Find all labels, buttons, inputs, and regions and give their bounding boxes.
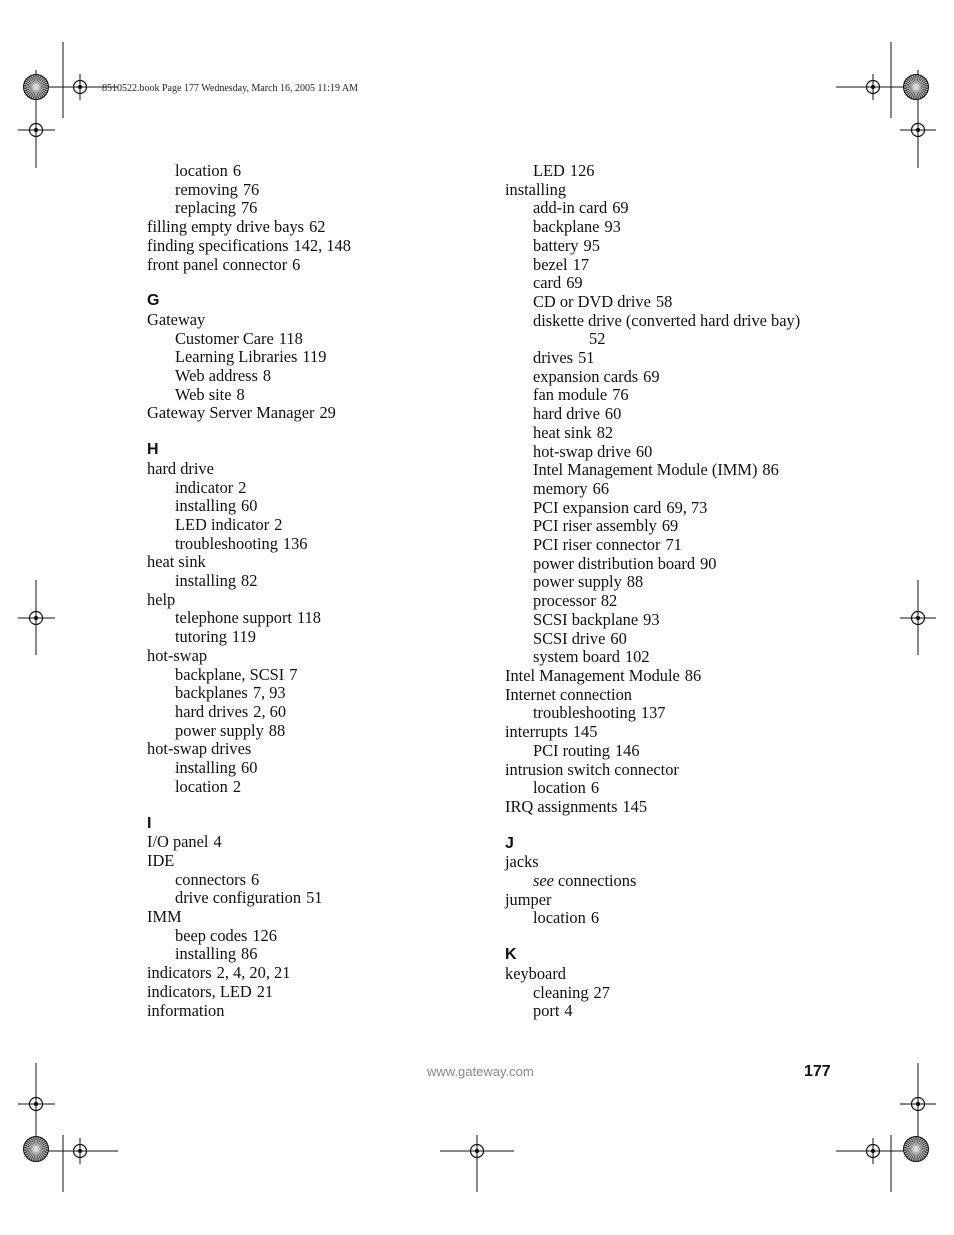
entry-term: connectors [175,869,246,889]
entry-term: power supply [533,572,622,592]
index-subentry [505,592,865,611]
page-reference: 60 [604,404,622,424]
page-reference: 51 [306,888,323,908]
entry-term: hot-swap [147,645,208,665]
page-reference: 69 [566,273,583,293]
entry-term: LED indicator [175,514,270,534]
book-slug: 8510522.book Page 177 Wednesday, March 16, 2005 11:19 AM [102,83,359,94]
index-subentry [505,611,865,630]
page-reference: 137 [640,703,666,723]
index-entry [147,553,507,572]
entry-term: Internet connection [505,684,632,704]
page-reference: 7 [289,664,298,684]
page-reference: 126 [569,161,595,180]
index-entry [147,852,507,871]
page-reference: 71 [665,535,682,555]
entry-term: system board [533,647,620,667]
index-entry [147,964,507,983]
index-subentry [147,871,507,890]
index-entry [505,667,865,686]
entry-term: CD or DVD drive [533,291,651,311]
entry-term: finding specifications [147,235,289,255]
index-section-letter: K [505,946,517,964]
index-subentry [505,630,865,649]
index-entry [505,181,865,200]
page-reference: 69, 73 [666,497,708,517]
index-subentry [505,742,865,761]
entry-term: hard drive [533,404,600,424]
index-subentry [505,162,865,181]
page-reference: 102 [624,647,650,667]
page-reference: 7, 93 [252,683,286,703]
entry-term: replacing [175,198,236,218]
index-entry [147,256,507,275]
page-reference: 4 [213,832,222,852]
entry-term: installing [175,758,237,778]
page-reference: 118 [296,608,321,628]
entry-term: hot-swap drive [533,441,631,461]
page-reference: 69 [643,366,660,386]
entry-term: PCI expansion card [533,497,662,517]
page-reference: 69 [661,516,679,536]
index-subentry [505,405,865,424]
index-subentry [505,274,865,293]
index-subentry [505,218,865,237]
index-section-letter: G [147,292,160,310]
entry-term: filling empty drive bays [147,217,305,237]
index-subentry [505,779,865,798]
entry-term: IRQ assignments [505,796,618,816]
page-reference: 90 [700,553,717,573]
entry-term: Gateway [147,309,206,329]
index-entry [147,908,507,927]
page-reference: 88 [626,572,644,592]
index-subentry [147,628,507,647]
entry-term: troubleshooting [175,533,278,553]
entry-term: installing [505,179,567,199]
index-subentry [147,497,507,516]
entry-term: telephone support [175,608,292,628]
index-entry [147,460,507,479]
index-subentry [505,536,865,555]
page-reference: 145 [622,796,648,816]
entry-term: keyboard [505,963,566,983]
index-subentry [505,293,865,312]
page-reference: 119 [302,347,327,367]
entry-term: PCI riser connector [533,535,661,555]
entry-term: installing [175,496,237,516]
page-reference: 2 [274,514,283,534]
entry-term: backplane, SCSI [175,664,285,684]
index-subentry [505,424,865,443]
entry-term: add-in card [533,198,608,218]
entry-term: expansion cards [533,366,639,386]
page-reference: 86 [762,460,779,480]
page-reference: 8 [262,366,272,386]
index-subentry [505,704,865,723]
page-reference: 82 [600,591,618,611]
index-subentry [147,348,507,367]
page-reference: 60 [610,628,627,648]
index-entry [505,853,865,872]
entry-term: bezel [533,254,568,274]
index-column-left [147,162,507,1020]
index-subentry [505,573,865,592]
page-reference: 93 [643,609,660,629]
index-entry [505,686,865,705]
entry-term: information [147,1000,225,1020]
page-reference: 8 [236,384,245,404]
entry-term: location [175,776,228,796]
index-subentry [147,162,507,181]
page-reference: 145 [572,722,598,742]
entry-term: heat sink [147,552,206,572]
index-entry [505,891,865,910]
page-reference: 2 [238,477,247,497]
entry-term: card [533,273,562,293]
entry-term: jacks [505,852,539,872]
page-reference: 6 [590,778,600,798]
index-entry [147,833,507,852]
index-subentry [505,872,865,891]
page-reference: 146 [614,740,640,760]
entry-term: hard drive [147,458,214,478]
entry-term: processor [533,591,596,611]
index-subentry [147,927,507,946]
page-reference: 4 [564,1001,573,1021]
index-subentry [147,535,507,554]
entry-term: connections [558,871,637,891]
entry-term: diskette drive (converted hard drive bay) [533,310,801,330]
index-entry [505,798,865,817]
entry-term: memory [533,478,588,498]
index-subentry [147,609,507,628]
page-reference: 118 [278,328,303,348]
index-subentry [147,722,507,741]
entry-term: Intel Management Module [505,665,680,685]
index-subentry [505,312,865,331]
index-subentry [147,181,507,200]
index-entry [147,404,507,423]
entry-term: location [533,908,586,928]
index-subentry [505,480,865,499]
entry-term: Gateway Server Manager [147,403,315,423]
entry-term: indicators, LED [147,981,252,1001]
index-entry [147,237,507,256]
page-reference: 60 [635,441,653,461]
page-reference: 2, 4, 20, 21 [216,963,291,983]
entry-term: backplanes [175,683,248,703]
index-entry [147,218,507,237]
page-reference: 60 [241,496,258,516]
page-reference: 76 [240,198,258,218]
page-reference: 136 [282,533,308,553]
entry-term: cleaning [533,982,589,1002]
entry-term: SCSI drive [533,628,606,648]
index-subentry [505,368,865,387]
entry-term: interrupts [505,722,568,742]
index-entry [147,647,507,666]
page-reference: 76 [242,179,260,199]
page-reference: 6 [251,869,260,889]
entry-term: removing [175,179,238,199]
entry-term: tutoring [175,627,227,647]
page-reference: 21 [256,981,274,1001]
entry-term: backplane [533,217,600,237]
entry-term: location [533,778,586,798]
page-reference: 93 [604,217,621,237]
index-subentry [147,199,507,218]
entry-term: troubleshooting [533,703,636,723]
index-entry [505,723,865,742]
page-reference: 69 [612,198,629,218]
index-subentry [505,199,865,218]
footer-url[interactable]: www.gateway.com [427,1064,534,1079]
index-section-letter: J [505,834,514,852]
page-reference: 76 [612,385,629,405]
entry-term: location [175,161,228,180]
entry-term: power supply [175,720,264,740]
index-subentry [147,759,507,778]
entry-term: installing [175,571,237,591]
index-subentry [505,1002,865,1021]
index-subentry [505,256,865,275]
index-subentry [505,648,865,667]
page-reference: 95 [583,235,600,255]
index-subentry [147,778,507,797]
page-reference: 119 [231,627,256,647]
index-entry [147,1002,507,1021]
page-reference: 58 [655,291,673,311]
index-entry [147,311,507,330]
page-reference: 82 [241,571,258,591]
entry-term: indicators [147,963,212,983]
index-subentry [505,443,865,462]
index-entry [147,983,507,1002]
page-reference: 27 [593,982,610,1002]
entry-term: SCSI backplane [533,609,639,629]
index-subentry [505,517,865,536]
index-section-letter: H [147,441,159,459]
index-subentry [147,945,507,964]
index-subentry [505,499,865,518]
index-subentry [147,367,507,386]
page-reference: 6 [590,908,600,928]
page-reference: 88 [268,720,286,740]
page-reference: 86 [684,665,702,685]
page-reference: 60 [241,758,258,778]
page-reference: 66 [592,478,610,498]
index-subentry [147,479,507,498]
page-reference: 82 [596,422,614,442]
entry-term: Customer Care [175,328,274,348]
page-reference: 17 [572,254,589,274]
page-reference: 29 [319,403,336,423]
index-subentry [505,555,865,574]
index-subentry [147,666,507,685]
entry-term: fan module [533,385,608,405]
entry-term: PCI routing [533,740,610,760]
index-subentry [147,889,507,908]
page-reference: 6 [232,161,242,180]
see-reference: see [533,871,559,891]
entry-term: PCI riser assembly [533,516,657,536]
entry-term: Web address [175,366,258,386]
entry-term: installing [175,944,237,964]
entry-term: power distribution board [533,553,696,573]
entry-term: Web site [175,384,232,404]
entry-term: jumper [505,889,552,909]
page-reference: 51 [578,348,595,368]
entry-term: help [147,589,176,609]
index-subentry [505,386,865,405]
index-entry [147,740,507,759]
index-subentry [147,386,507,405]
index-subentry [505,984,865,1003]
page-reference: 126 [252,925,277,945]
index-subentry [147,330,507,349]
entry-term: Learning Libraries [175,347,298,367]
entry-term: IMM [147,907,182,927]
entry-term: drive configuration [175,888,302,908]
index-subentry [147,572,507,591]
entry-term: intrusion switch connector [505,759,679,779]
index-section-letter: I [147,814,152,832]
entry-term: hard drives [175,701,249,721]
entry-term: heat sink [533,422,592,442]
entry-term: IDE [147,850,175,870]
index-subentry [147,684,507,703]
index-column-right [505,162,865,1021]
entry-term: port [533,1001,560,1021]
index-entry [505,761,865,780]
index-subentry [147,516,507,535]
index-subentry [505,237,865,256]
index-subentry [505,330,865,349]
entry-term: I/O panel [147,832,209,852]
page-reference: 86 [241,944,258,964]
entry-term: hot-swap drives [147,739,252,759]
index-subentry [505,909,865,928]
entry-term: battery [533,235,579,255]
index-subentry [505,461,865,480]
page-reference: 2 [232,776,242,796]
page-number: 177 [804,1063,831,1080]
page-reference: 2, 60 [253,701,287,721]
index-entry [505,965,865,984]
entry-term: LED [533,161,565,180]
entry-term: front panel connector [147,254,288,274]
page-reference: 62 [309,217,326,237]
page-reference: 6 [292,254,301,274]
page-reference: 52 [589,329,606,349]
index-subentry [505,349,865,368]
entry-term: Intel Management Module (IMM) [533,460,758,480]
entry-term: drives [533,348,574,368]
index-subentry [147,703,507,722]
page-reference: 142, 148 [293,235,351,255]
entry-term: indicator [175,477,234,497]
index-entry [147,591,507,610]
entry-term: beep codes [175,925,248,945]
